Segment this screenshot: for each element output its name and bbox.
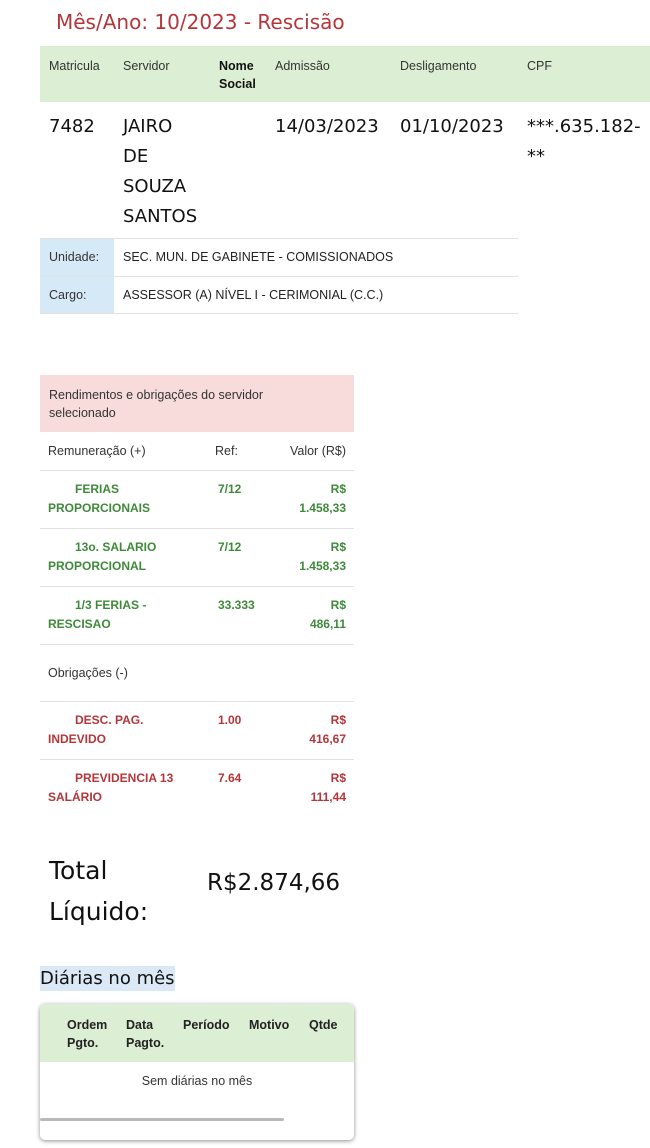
servidor-value: JAIRO DE SOUZA SANTOS bbox=[123, 116, 198, 227]
diarias-title: Diárias no mês bbox=[40, 968, 175, 989]
remuneracao-item: 13o. SALARIO PROPORCIONAL 7/12 R$ 1.458,33 bbox=[40, 529, 354, 587]
empty-diarias-message: Sem diárias no mês bbox=[141, 1074, 253, 1088]
desligamento-value: 01/10/2023 bbox=[400, 116, 504, 137]
col-cpf: CPF bbox=[527, 59, 552, 73]
col-nome-social: Nome Social bbox=[219, 59, 256, 91]
col-servidor: Servidor bbox=[123, 59, 170, 73]
remuneracao-subheader bbox=[40, 432, 354, 471]
col-matricula: Matricula bbox=[49, 59, 100, 73]
obrigacoes-label: Obrigações (-) bbox=[48, 666, 128, 680]
remuneracao-item: 1/3 FERIAS - RESCISAO 33.333 R$ 486,11 bbox=[40, 587, 354, 645]
info-table bbox=[40, 238, 518, 314]
cargo-value: ASSESSOR (A) NÍVEL I - CERIMONIAL (C.C.) bbox=[123, 288, 384, 302]
obrigacoes-subheader bbox=[40, 664, 354, 702]
cargo-label: Cargo: bbox=[40, 277, 114, 313]
unidade-row bbox=[40, 238, 518, 276]
col-admissao: Admissão bbox=[275, 59, 330, 73]
col-motivo: Motivo bbox=[249, 1018, 290, 1032]
total-liquido-label: Total Líquido: bbox=[49, 856, 149, 926]
unidade-value: SEC. MUN. DE GABINETE - COMISSIONADOS bbox=[123, 250, 394, 264]
col-ordem-pgto: Ordem Pgto. bbox=[67, 1018, 108, 1050]
col-desligamento: Desligamento bbox=[400, 59, 477, 73]
obrigacao-item: DESC. PAG. INDEVIDO 1.00 R$ 416,67 bbox=[40, 702, 354, 760]
diarias-header bbox=[40, 1004, 354, 1062]
employee-table-header bbox=[40, 46, 650, 102]
unidade-label: Unidade: bbox=[40, 239, 114, 276]
valor-label: Valor (R$) bbox=[289, 444, 346, 458]
remuneracao-item: FERIAS PROPORCIONAIS 7/12 R$ 1.458,33 bbox=[40, 471, 354, 529]
col-periodo: Período bbox=[183, 1018, 230, 1032]
rendimentos-table bbox=[40, 375, 354, 818]
remuneracao-label: Remuneração (+) bbox=[48, 444, 146, 458]
horizontal-scrollbar[interactable] bbox=[40, 1118, 284, 1121]
rendimentos-header: Rendimentos e obrigações do servidor selecionado bbox=[40, 375, 354, 432]
diarias-table bbox=[40, 1004, 354, 1140]
total-liquido-value: R$2.874,66 bbox=[207, 870, 341, 896]
col-data-pagto: Data Pagto. bbox=[126, 1018, 165, 1050]
ref-label: Ref: bbox=[215, 444, 238, 458]
cargo-row bbox=[40, 276, 518, 314]
page-title: Mês/Ano: 10/2023 - Rescisão bbox=[56, 10, 345, 34]
col-qtde: Qtde bbox=[309, 1018, 338, 1032]
cpf-value: ***.635.182- ** bbox=[527, 116, 641, 167]
admissao-value: 14/03/2023 bbox=[275, 116, 379, 137]
matricula-value: 7482 bbox=[49, 116, 95, 137]
obrigacao-item: PREVIDENCIA 13 SALÁRIO 7.64 R$ 111,44 bbox=[48, 771, 346, 804]
